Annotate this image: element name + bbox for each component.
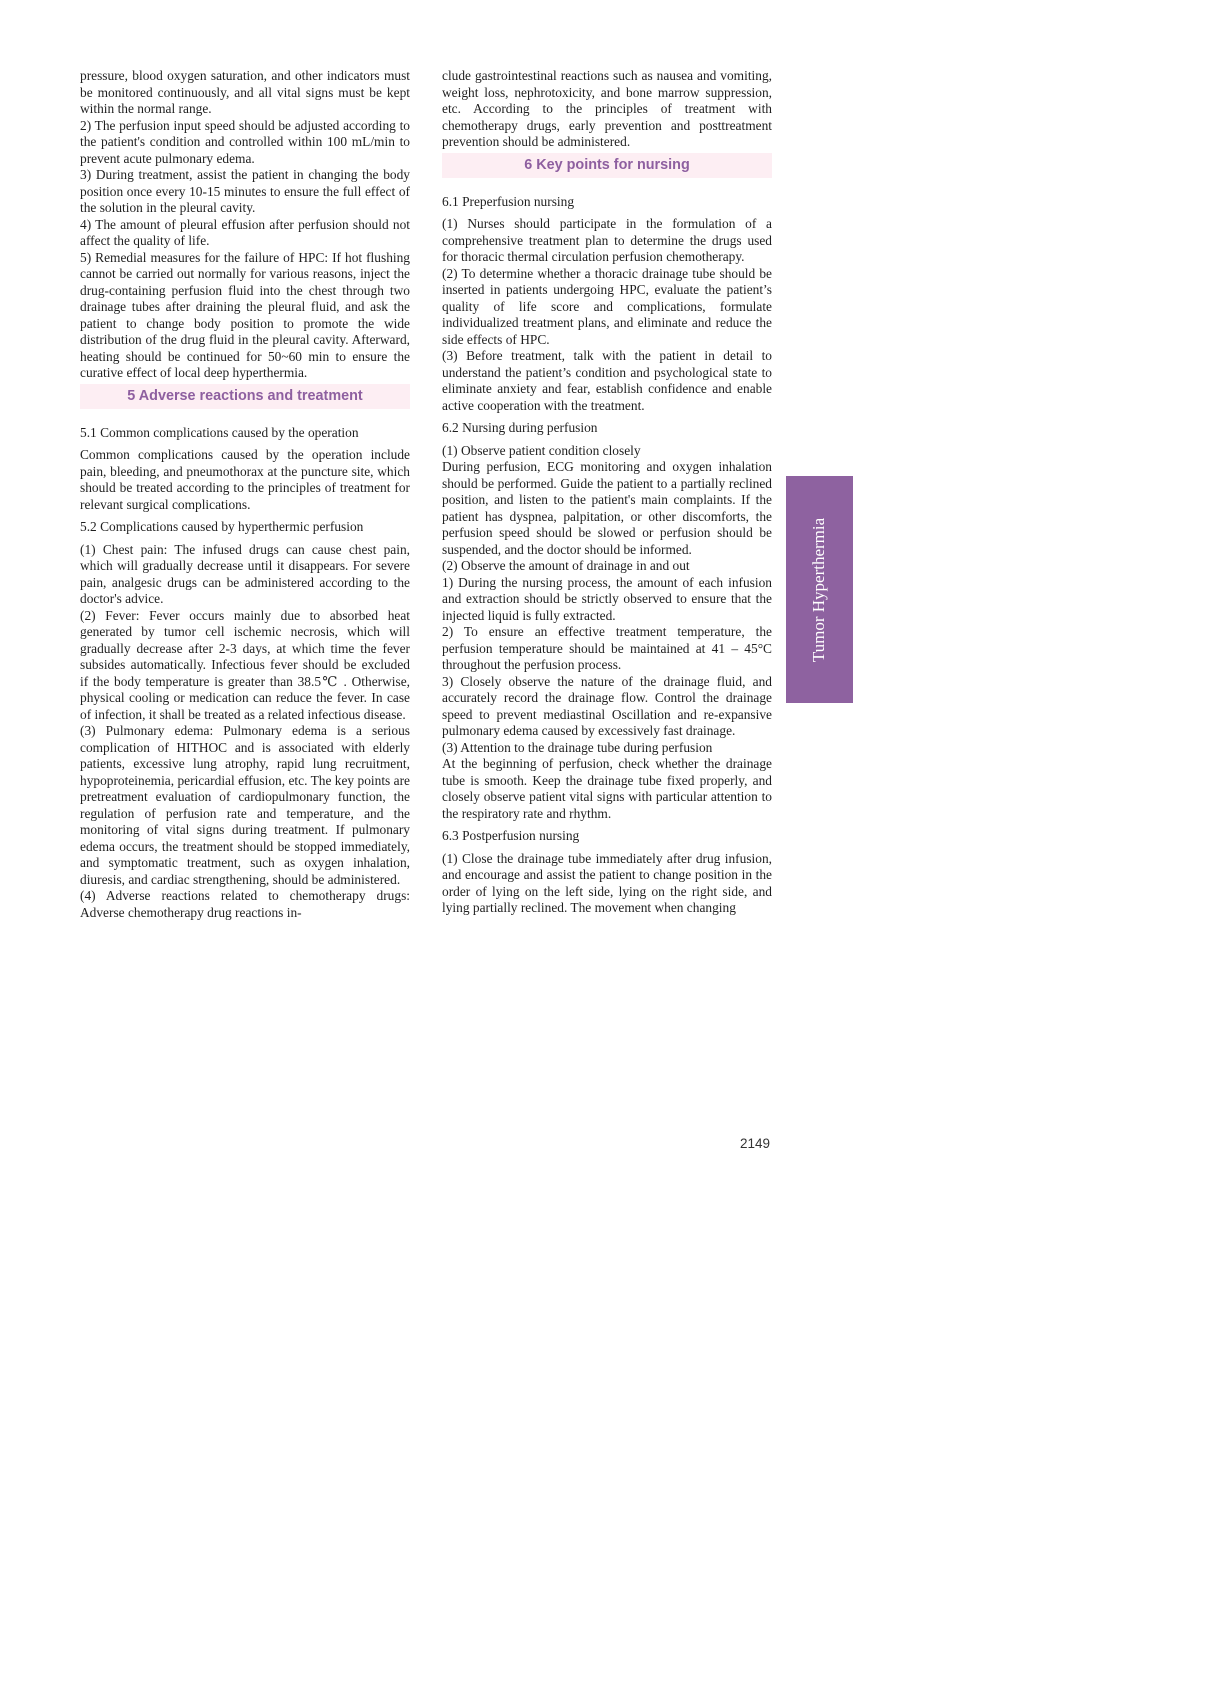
paragraph: (2) To determine whether a thoracic drainage tube should be inserted in patients undergoing HPC, evaluate the patient’s quality of life score and complications, formulate individualized treatment plans, and eliminate and reduce the side effects of HPC. — [442, 265, 772, 347]
paragraph: 3) During treatment, assist the patient in changing the body position once every 10-15 minutes to ensure the full effect of the solution in the pleural cavity. — [80, 167, 410, 215]
paragraph: 5) Remedial measures for the failure of HPC: If hot flushing cannot be carried out normally for various reasons, inject the drug-containing perfusion fluid into the chest through two drainage tubes after draining the pleural fluid, and ask the patient to change body position to promote the wide distribution of the drug fluid in the pleural cavity. Afterward, heating should be continued for 50~60 min to ensure the curative effect of local deep hyperthermia. — [80, 249, 410, 380]
subsection-title-5-1: 5.1 Common complications caused by the operation — [80, 424, 359, 440]
paragraph: (1) Chest pain: The infused drugs can cause chest pain, which will gradually decrease until it disappears. For severe pain, analgesic drugs can be administered according to the doctor's advice. — [80, 541, 410, 606]
paragraph: Common complications caused by the operation include pain, bleeding, and pneumothorax at the puncture site, which should be treated according to the principles of treatment for relevant surgical complications. — [80, 447, 410, 512]
paragraph: (3) Before treatment, talk with the patient in detail to understand the patient’s condition and psychological state to eliminate anxiety and fear, establish confidence and enable active cooperation with the treatment. — [442, 348, 772, 413]
paragraph: At the beginning of perfusion, check whether the drainage tube is smooth. Keep the drainage tube fixed properly, and closely observe patient vital signs with particular attention to the respiratory rate and rhythm. — [442, 756, 772, 821]
paragraph: (1) Nurses should participate in the formulation of a comprehensive treatment plan to determine the drugs used for thoracic thermal circulation perfusion chemotherapy. — [442, 216, 772, 264]
page-number: 2149 — [740, 1136, 771, 1151]
section-heading-6: 6 Key points for nursing — [442, 153, 772, 178]
paragraph: 2) To ensure an effective treatment temperature, the perfusion temperature should be maintained at 41 – 45°C throughout the perfusion process. — [442, 624, 772, 672]
paragraph: (2) Observe the amount of drainage in and out — [442, 558, 690, 573]
subsection-title-6-1: 6.1 Preperfusion nursing — [442, 193, 575, 209]
paragraph: (3) Attention to the drainage tube during perfusion — [442, 739, 713, 755]
side-tab — [786, 476, 853, 703]
paragraph: (3) Pulmonary edema: Pulmonary edema is a serious complication of HITHOC and is associated with elderly patients, excessive lung atrophy, rapid lung recruitment, hypoproteinemia, pericardial effusion, etc. The key points are pretreatment evaluation of cardiopulmonary function, the regulation of perfusion rate and temperature, and the monitoring of vital signs during treatment. If pulmonary edema occurs, the treatment should be stopped immediately, and symptomatic treatment, such as oxygen inhalation, diuresis, and cardiac strengthening, should be administered. — [80, 723, 410, 887]
paragraph: During perfusion, ECG monitoring and oxygen inhalation should be performed. Guide the patient to a partially reclined position, and listen to the patient's main complaints. If the patient has dyspnea, palpitation, or other discomforts, the perfusion speed should be slowed or perfusion should be suspended, and the doctor should be informed. — [442, 459, 772, 557]
left-column — [80, 68, 410, 921]
paragraph: (2) Fever: Fever occurs mainly due to absorbed heat generated by tumor cell ischemic necrosis, which will gradually decrease after 2-3 days, at which time the fever subsides automatically. Infectious fever should be excluded if the body temperature is greater than 38.5℃ . Otherwise, physical cooling or medication can reduce the fever. In case of infection, it shall be treated as a related infectious disease. — [80, 607, 410, 722]
paragraph: (1) Observe patient condition closely — [442, 442, 641, 458]
paragraph: 3) Closely observe the nature of the drainage fluid, and accurately record the drainage flow. Control the drainage speed to prevent mediastinal Oscillation and re-expansive pulmonary edema caused by excessively fast drainage. — [442, 673, 772, 738]
paragraph: pressure, blood oxygen saturation, and other indicators must be monitored continuously, and all vital signs must be kept within the normal range. — [80, 68, 410, 116]
paragraph: (4) Adverse reactions related to chemotherapy drugs: Adverse chemotherapy drug reactions in- — [80, 888, 410, 920]
paragraph: 2) The perfusion input speed should be adjusted according to the patient's condition and controlled within 100 mL/min to prevent acute pulmonary edema. — [80, 117, 410, 166]
section-heading-5: 5 Adverse reactions and treatment — [80, 384, 410, 409]
paragraph: 1) During the nursing process, the amount of each infusion and extraction should be strictly observed to ensure that the injected liquid is fully extracted. — [442, 574, 772, 623]
right-column — [442, 68, 772, 917]
paragraph: (1) Close the drainage tube immediately after drug infusion, and encourage and assist the patient to change position in the order of lying on the left side, lying on the right side, and lying partially reclined. The movement when changing — [442, 850, 772, 915]
subsection-title-6-2: 6.2 Nursing during perfusion — [442, 420, 598, 435]
paragraph: 4) The amount of pleural effusion after perfusion should not affect the quality of life. — [80, 216, 410, 248]
paragraph: clude gastrointestinal reactions such as nausea and vomiting, weight loss, nephrotoxicity, and bone marrow suppression, etc. According to the principles of treatment with chemotherapy drugs, early prevention and posttreatment prevention should be administered. — [442, 68, 772, 149]
subsection-title-5-2: 5.2 Complications caused by hyperthermic perfusion — [80, 519, 364, 534]
subsection-title-6-3: 6.3 Postperfusion nursing — [442, 828, 580, 843]
side-tab-label: Tumor Hyperthermia — [809, 517, 829, 662]
